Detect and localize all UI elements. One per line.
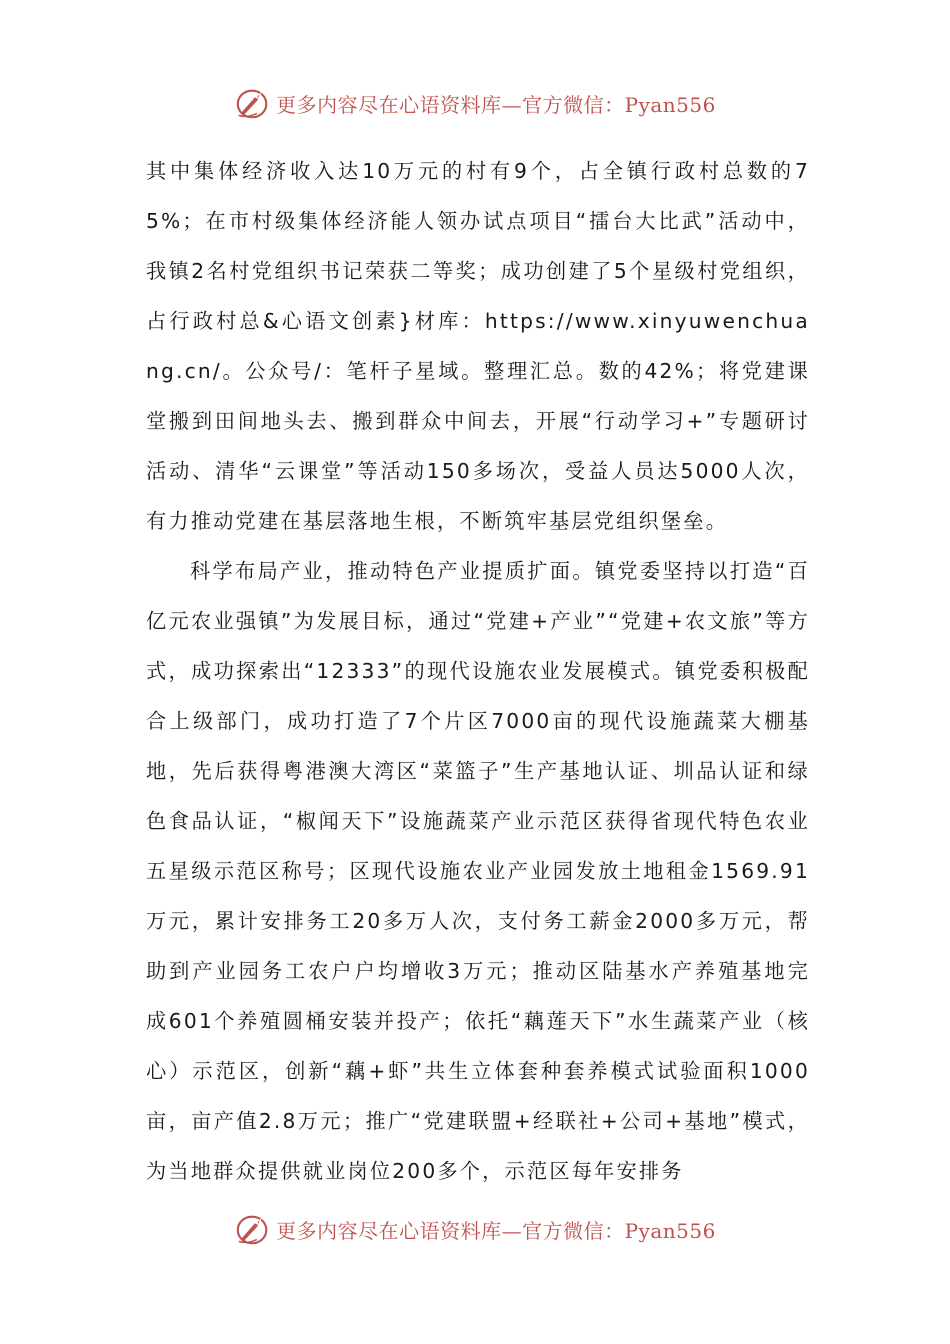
header-banner — [0, 83, 950, 123]
body-content — [146, 146, 810, 1196]
footer-banner — [0, 1209, 950, 1249]
footer-text: 更多内容尽在心语资料库—官方微信：Pyan556 — [276, 1218, 716, 1243]
paragraph-2: 科学布局产业，推动特色产业提质扩面。镇党委坚持以打造“百亿元农业强镇”为发展目标，通过“党建+产业”“党建+农文旅”等方式，成功探索出“12333”的现代设施农业发展模式。镇党委积极配合上级部门，成功打造了7个片区7000亩的现代设施蔬菜大棚基地，先后获得粤港澳大湾区“菜篮子”生产基地认证、圳品认证和绿色食品认证，“椒闻天下”设施蔬菜产业示范区获得省现代特色农业五星级示范区称号；区现代设施农业产业园发放土地租金1569.91万元，累计安排务工20多万人次，支付务工薪金2000多万元，帮助到产业园务工农户户均增收3万元；推动区陆基水产养殖基地完成601个养殖圆桶安装并投产；依托“藕莲天下”水生蔬菜产业（核心）示范区，创新“藕+虾”共生立体套种套养模式试验面积1000亩，亩产值2.8万元；推广“党建联盟+经联社+公司+基地”模式，为当地群众提供就业岗位200多个，示范区每年安排务 — [146, 559, 810, 1183]
pen-nib-logo-icon — [234, 84, 272, 122]
pen-nib-logo-icon — [234, 1210, 272, 1248]
header-text: 更多内容尽在心语资料库—官方微信：Pyan556 — [276, 92, 716, 117]
paragraph-1: 其中集体经济收入达10万元的村有9个，占全镇行政村总数的75%；在市村级集体经济能人领办试点项目“擂台大比武”活动中，我镇2名村党组织书记荣获二等奖；成功创建了5个星级村党组织，占行政村总&心语文创素}材库：https://www.xinyuwenchuang.cn/。公众号/：笔杆子星域。整理汇总。数的42%；将党建课堂搬到田间地头去、搬到群众中间去，开展“行动学习+”专题研讨活动、清华“云课堂”等活动150多场次，受益人员达5000人次，有力推动党建在基层落地生根，不断筑牢基层党组织堡垒。 — [146, 159, 810, 533]
